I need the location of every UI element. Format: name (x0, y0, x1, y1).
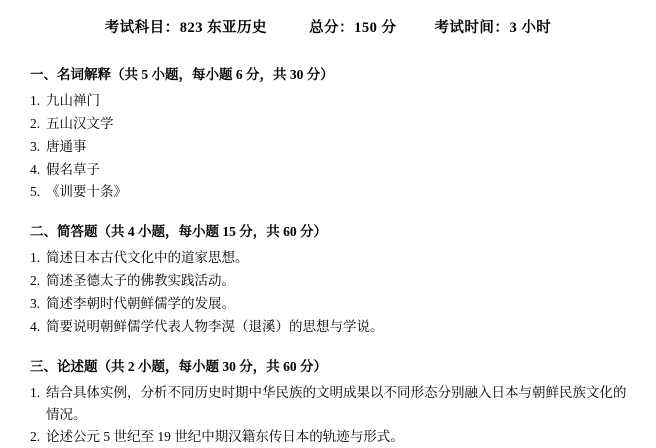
list-item (30, 113, 638, 135)
exam-time-value: 3 小时 (509, 20, 552, 36)
section-short-answer (30, 220, 638, 337)
section-spacer (30, 340, 638, 355)
total-score-value: 150 分 (354, 20, 397, 36)
section-terms-items (30, 90, 638, 203)
list-item (30, 90, 638, 112)
section-essay-items (30, 382, 638, 448)
item-number: 2. (30, 429, 41, 445)
item-text: 五山汉文学 (46, 115, 114, 131)
subject-label: 考试科目： (104, 20, 180, 36)
section-essay-heading: 三、论述题 (30, 358, 98, 374)
item-text: 简要说明朝鲜儒学代表人物李滉（退溪）的思想与学说。 (46, 318, 384, 334)
section-essay-meta: （共 2 小题，每小题 30 分，共 60 分） (97, 358, 327, 374)
section-spacer (30, 205, 638, 220)
section-essay-title (30, 355, 638, 375)
item-text: 假名草子 (46, 161, 100, 177)
item-number: 2. (30, 115, 41, 131)
item-number: 2. (30, 273, 41, 289)
list-item (30, 382, 638, 426)
list-item (30, 159, 638, 181)
section-essay (30, 355, 638, 448)
item-text: 九山禅门 (46, 93, 100, 108)
exam-header (0, 0, 656, 37)
item-text: 论述公元 5 世纪至 19 世纪中期汉籍东传日本的轨迹与形式。 (46, 429, 404, 445)
exam-time-label: 考试时间： (434, 20, 510, 36)
item-text: 简述日本古代文化中的道家思想。 (46, 250, 249, 266)
item-number: 1. (30, 384, 41, 400)
list-item (30, 136, 638, 158)
item-text: 《训要十条》 (46, 184, 127, 200)
item-number: 4. (30, 161, 41, 177)
item-text: 简述圣德太子的佛教实践活动。 (46, 273, 235, 289)
section-terms-meta: （共 5 小题，每小题 6 分，共 30 分） (111, 67, 334, 82)
item-text: 简述李朝时代朝鲜儒学的发展。 (46, 296, 235, 312)
item-number: 3. (30, 296, 41, 312)
section-short-answer-items (30, 247, 638, 337)
list-item (30, 316, 638, 338)
item-number: 4. (30, 318, 41, 334)
section-terms-title (30, 63, 638, 83)
section-short-answer-meta: （共 4 小题，每小题 15 分，共 60 分） (97, 224, 327, 240)
item-text: 结合具体实例，分析不同历史时期中华民族的文明成果以不同形态分别融入日本与朝鲜民族文化的情况。 (46, 384, 627, 422)
exam-body (0, 63, 656, 448)
section-short-answer-heading: 二、简答题 (30, 224, 98, 240)
item-text: 唐通事 (46, 138, 87, 154)
item-number: 3. (30, 138, 41, 154)
subject-value: 823 东亚历史 (179, 20, 268, 36)
total-score-label: 总分： (309, 20, 355, 36)
list-item (30, 293, 638, 315)
item-number: 1. (30, 93, 41, 108)
item-number: 1. (30, 250, 41, 266)
list-item (30, 270, 638, 292)
list-item (30, 247, 638, 269)
item-number: 5. (30, 184, 41, 200)
section-terms-heading: 一、名词解释 (30, 67, 111, 82)
section-terms (30, 63, 638, 203)
list-item (30, 181, 638, 203)
section-short-answer-title (30, 220, 638, 240)
